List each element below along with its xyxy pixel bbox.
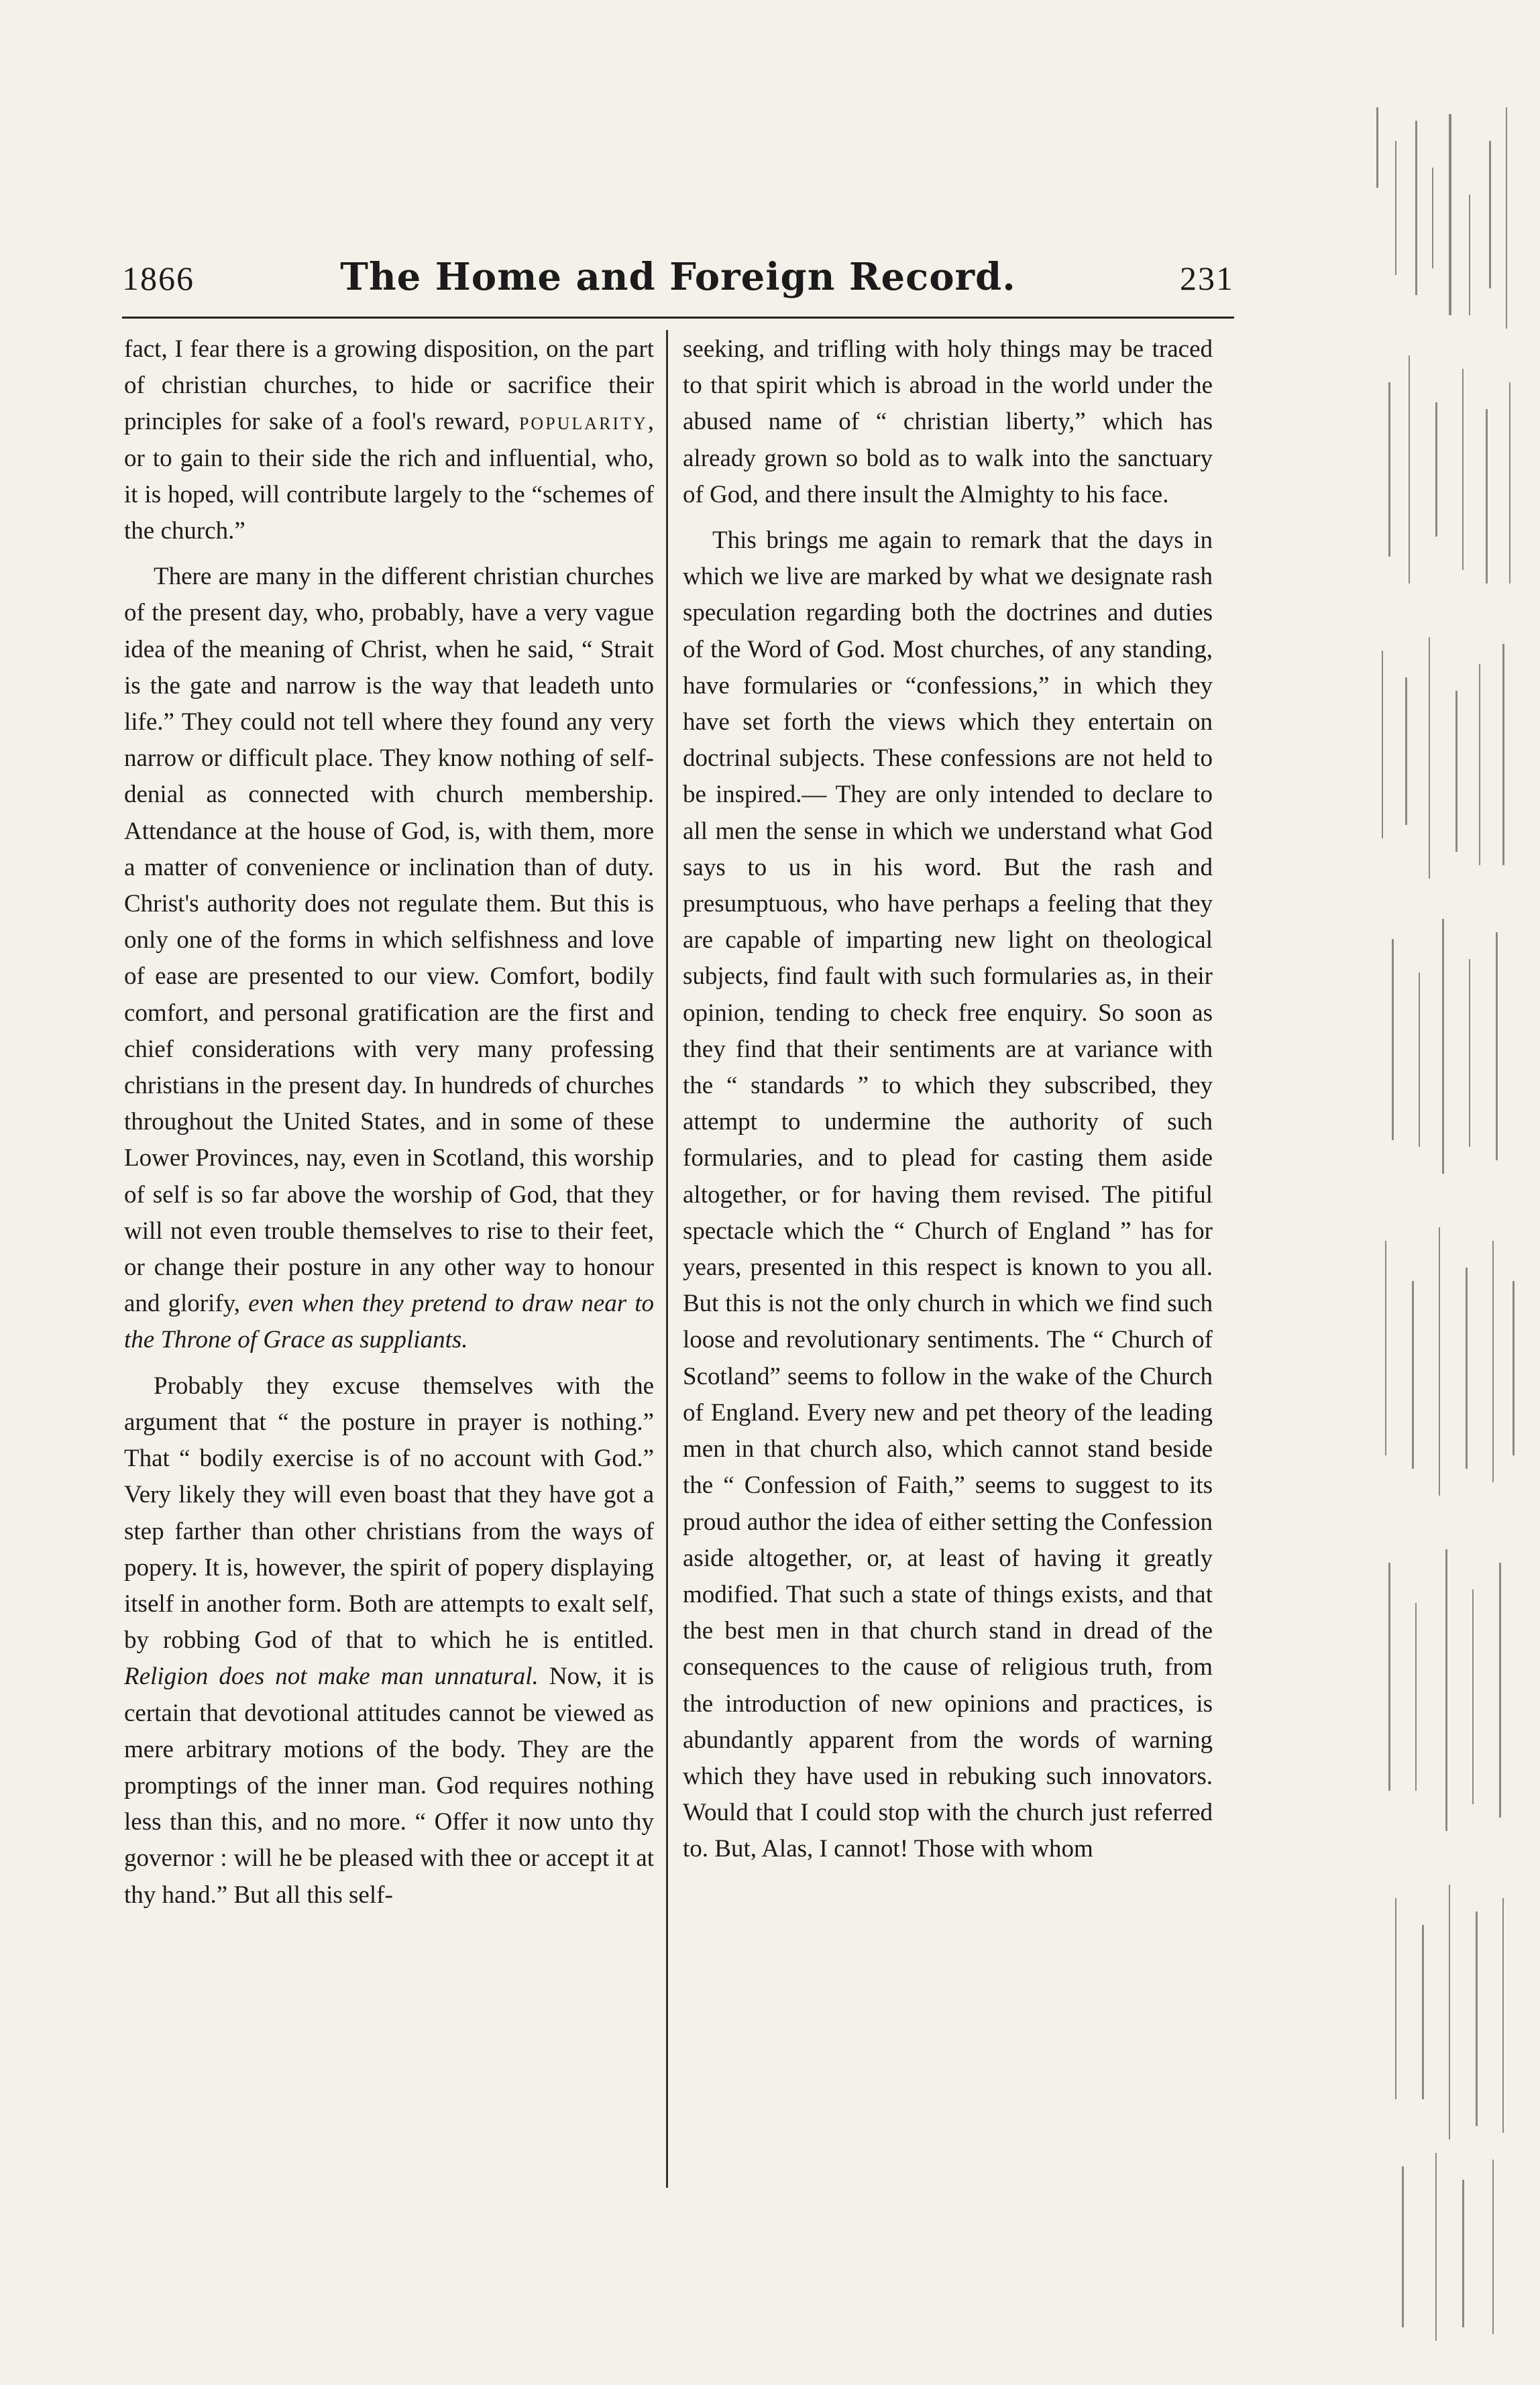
running-header xyxy=(122,255,1234,313)
left-p3-text-a: Probably they excuse themselves with the argument that “ the posture in prayer is nothing.” That “ bodily exercise is of no account with God.” Very likely they will even boast that they have got a step farther than other christians from the ways of popery. It is, however, the spirit of popery displaying itself in another form. Both are attempts to exalt self, by robbing God of that to which he is entitled. xyxy=(124,1372,654,1655)
left-p1-text-b: , or to gain to their side the rich and influential, who, it is hoped, will contribute largely to the “schemes of the church.” xyxy=(124,408,654,545)
left-paragraph-2 xyxy=(124,559,654,1358)
left-p1-text-a: fact, I fear there is a growing disposition, on the part of christian churches, to hide or sacrifice their principles for sake of a fool's reward, xyxy=(124,335,654,436)
right-paragraph-2: This brings me again to remark that the days in which we live are marked by what we designate rash speculation regarding both the doctrines and duties of the Word of God. Most churches, of any standing, have formularies or “confessions,” in which they have set forth the views which they entertain on doctrinal subjects. These confessions are not held to be inspired.— They are only intended to declare to all men the sense in which we understand what God says to us in his word. But the rash and presumptuous, who have perhaps a feeling that they are capable of imparting new light on theological subjects, find fault with such formularies as, in their opinion, tending to check free enquiry. So soon as they find that their sentiments are at variance with the “ standards ” to which they subscribed, they attempt to undermine the authority of such formularies, and to plead for casting them aside altogether, or for having them revised. The pitiful spectacle which the “ Church of England ” has for years, presented in this respect is known to you all. But this is not the only church in which we find such loose and revolutionary sentiments. The “ Church of Scotland” seems to follow in the wake of the Church of England. Every new and pet theory of the leading men in that church also, which cannot stand beside the “ Confession of Faith,” seems to suggest to its proud author the idea of either setting the Confession aside altogether, or, at least of having it greatly modified. That such a state of things exists, and that the best men in that church stand in dread of the consequences to the cause of religious truth, from the introduction of new opinions and practices, is abundantly apparent from the words of warning which they have used in rebuking such innovators. Would that I could stop with the church just referred to. But, Alas, I cannot! Those with whom xyxy=(683,526,1213,1863)
right-column xyxy=(683,331,1213,1868)
journal-title: The Home and Foreign Record. xyxy=(340,255,1016,299)
right-paragraph-1: seeking, and trifling with holy things may be traced to that spirit which is abroad in the world under the abused name of “ christian liberty,” which has already grown so bold as to walk into the sanctuary of God, and there insult the Almighty to his face. xyxy=(683,335,1213,508)
popularity-smallcaps: popularity xyxy=(518,408,648,436)
scanned-edge-speckle xyxy=(1368,101,1523,2368)
left-p2-italic: even when they pretend to draw near to the Throne of Grace as suppliants. xyxy=(124,1290,654,1354)
page-year: 1866 xyxy=(122,260,195,297)
left-p3-text-b: Now, it is certain that devotional attitudes cannot be viewed as mere arbitrary motions of the body. They are the promptings of the inner man. God requires nothing less than this, and no more. “ Offer it now unto thy governor : will he be pleased with thee or accept it at thy hand.” But all this self- xyxy=(124,1663,654,1909)
left-paragraph-1 xyxy=(124,331,654,549)
left-p3-italic: Religion does not make man unnatural. xyxy=(124,1663,539,1691)
column-divider xyxy=(666,330,668,2188)
page-number: 231 xyxy=(1180,260,1234,297)
left-paragraph-3 xyxy=(124,1368,654,1913)
left-p2-text: There are many in the different christian churches of the present day, who, probably, have a very vague idea of the meaning of Christ, when he said, “ Strait is the gate and narrow is the way that leadeth unto life.” They could not tell where they found any very narrow or difficult place. They know nothing of self-denial as connected with church membership. Attendance at the house of God, is, with them, more a matter of convenience or inclination than of duty. Christ's authority does not regulate them. But this is only one of the forms in which selfishness and love of ease are presented to our view. Comfort, bodily comfort, and personal gratification are the first and chief considerations with very many professing christians in the present day. In hundreds of churches throughout the United States, and in some of these Lower Provinces, nay, even in Scotland, this worship of self is so far above the worship of God, that they will not even trouble themselves to rise to their feet, or change their posture in any other way to honour and glorify, xyxy=(124,563,654,1318)
header-rule xyxy=(122,317,1234,319)
left-column xyxy=(124,331,654,1913)
